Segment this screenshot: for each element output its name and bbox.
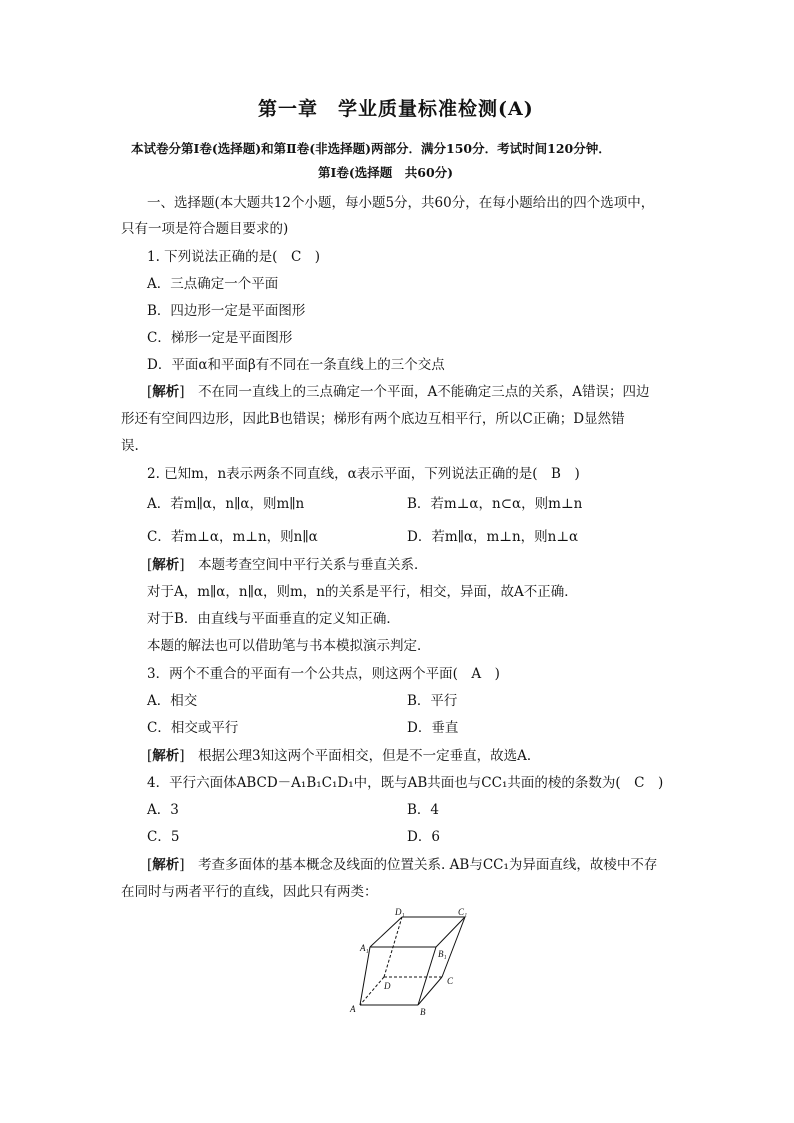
label-a1: A₁: [360, 943, 369, 953]
q4-option-b: B．4: [407, 802, 440, 818]
q3-jiexi-label: [ 解析 ]: [147, 748, 185, 764]
q4-jiexi-label: [ 解析 ]: [147, 857, 185, 873]
q1-analysis-line2: 形还有空间四边形，因此B也错误；梯形有两个底边互相平行，所以C正确；D显然错: [121, 411, 625, 427]
q2-option-a: A．若m∥α，n∥α，则m∥n: [147, 496, 305, 512]
q1-stem: 1. 下列说法正确的是( C ): [147, 249, 321, 265]
q4-analysis-line2: 在同时与两者平行的直线，因此只有两类：: [121, 884, 378, 900]
q1-option-c: C．梯形一定是平面图形: [147, 330, 293, 346]
q4-option-d: D．6: [407, 829, 440, 845]
q3-option-a: A．相交: [147, 693, 198, 709]
q2-analysis-line2: 对于A，m∥α，n∥α，则m，n的关系是平行，相交，异面，故A不正确．: [147, 584, 578, 600]
q2-jiexi-label: [ 解析 ]: [147, 557, 185, 573]
q1-option-d: D．平面α和平面β有不同在一条直线上的三个交点: [147, 357, 445, 373]
section1-line1: 一、选择题(本大题共12个小题，每小题5分，共60分，在每小题给出的四个选项中，: [147, 195, 655, 211]
exam-intro: 本试卷分第Ⅰ卷(选择题)和第Ⅱ卷(非选择题)两部分．满分150分．考试时间120分钟．: [131, 141, 611, 156]
q1-option-b: B．四边形一定是平面图形: [147, 303, 306, 319]
q2-option-d: D．若m∥α，m⊥n，则n⊥α: [407, 529, 579, 545]
label-a: A: [350, 1004, 356, 1014]
q1-analysis-line1: [147, 383, 650, 401]
edge-bb1: [418, 947, 436, 1005]
q4-stem: 4．平行六面体ABCD－A₁B₁C₁D₁中，既与AB共面也与CC₁共面的棱的条数为( C ): [147, 775, 664, 791]
page-title: 第一章 学业质量标准检测(A): [258, 98, 534, 120]
q4-analysis-line1: [147, 856, 657, 874]
q4-option-c: C．5: [147, 829, 180, 845]
edge-aa1: [360, 947, 370, 1005]
label-b1: B₁: [438, 949, 447, 959]
edge-cc1: [442, 917, 465, 977]
q3-analysis-line1: [147, 747, 540, 765]
q3-option-c: C．相交或平行: [147, 720, 239, 736]
edge-b1c1: [436, 917, 465, 947]
q3-option-b: B．平行: [407, 693, 458, 709]
q1-analysis-line3: 误.: [121, 438, 139, 454]
q1-analysis-text1: 不在同一直线上的三点确定一个平面，A不能确定三点的关系，A错误；四边: [198, 384, 650, 400]
label-d: D: [384, 981, 391, 991]
q1-jiexi-label: [ 解析 ]: [147, 384, 185, 400]
label-c1: C₁: [458, 907, 468, 917]
q4-analysis-text1: 考查多面体的基本概念及线面的位置关系. AB与CC₁为异面直线，故棱中不存: [198, 857, 658, 873]
q2-analysis-line1: [147, 556, 428, 574]
q2-stem: 2. 已知m，n表示两条不同直线，α表示平面，下列说法正确的是( B ): [147, 466, 580, 482]
parallelepiped-figure: [340, 905, 470, 1020]
q2-analysis-line4: 本题的解法也可以借助笔与书本模拟演示判定．: [147, 638, 431, 654]
q4-option-a: A．3: [147, 802, 179, 818]
q3-option-d: D．垂直: [407, 720, 459, 736]
q2-analysis-line3: 对于B．由直线与平面垂直的定义知正确．: [147, 611, 400, 627]
q3-stem: 3．两个不重合的平面有一个公共点，则这两个平面( A ): [147, 666, 500, 682]
q2-analysis-text1: 本题考查空间中平行关系与垂直关系．: [198, 557, 428, 573]
q2-option-c: C．若m⊥α，m⊥n，则n∥α: [147, 529, 318, 545]
label-d1: D₁: [395, 907, 405, 917]
part1-heading: 第Ⅰ卷(选择题 共60分): [318, 165, 454, 180]
label-c: C: [447, 976, 454, 986]
section1-line2: 只有一项是符合题目要求的): [121, 221, 289, 237]
q2-option-b: B．若m⊥α，n⊂α，则m⊥n: [407, 496, 583, 512]
label-b: B: [420, 1007, 426, 1017]
q1-option-a: A．三点确定一个平面: [147, 276, 279, 292]
q3-analysis-text1: 根据公理3知这两个平面相交，但是不一定垂直，故选A．: [198, 748, 541, 764]
edge-bc: [418, 977, 442, 1005]
